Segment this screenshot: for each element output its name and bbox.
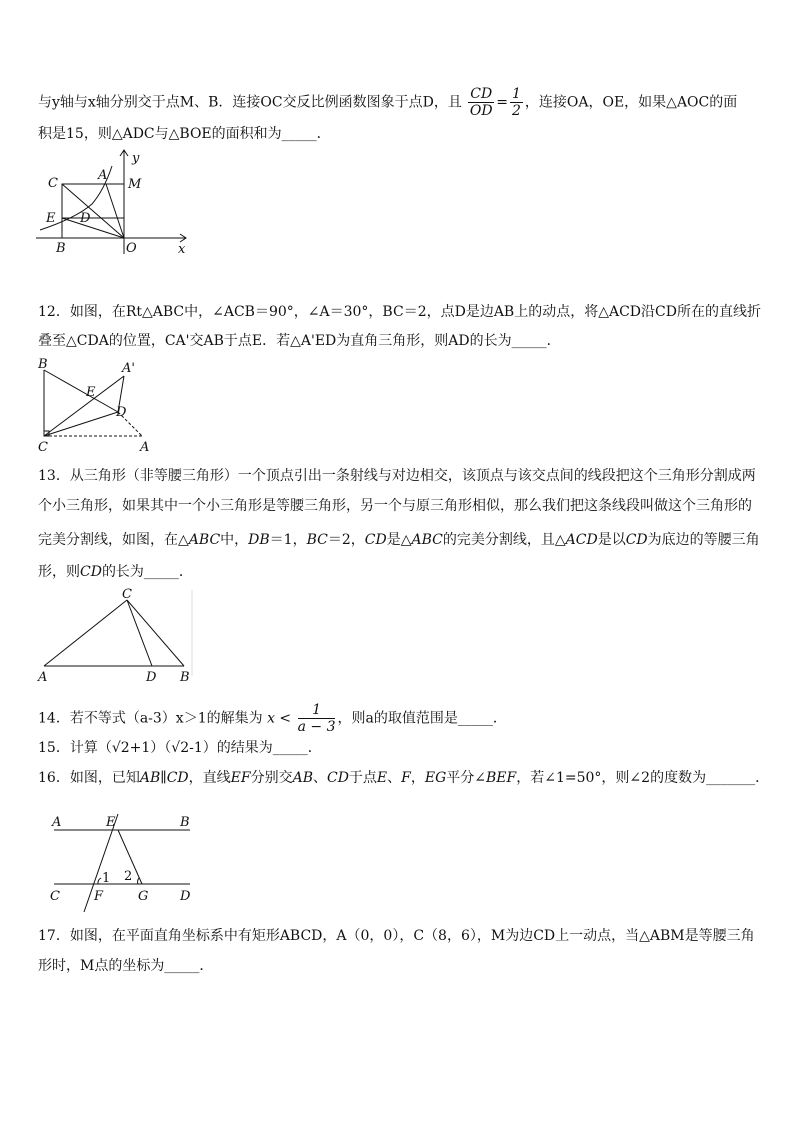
q12-label-aprime: A' [122, 361, 135, 376]
q16-c: 分别交 [250, 770, 293, 786]
q13-line4 [38, 562, 193, 582]
q12-line1: 12．如图，在Rt△ABC中，∠ACB＝90°，∠A＝30°，BC＝2，点D是边AB上的动点，将△ACD沿CD所在的直线折 [38, 304, 761, 320]
q13-t3g: 是以 [597, 532, 626, 548]
q16-label-g: G [138, 889, 149, 904]
q15-line: 15．计算（√2+1）（√2-1）的结果为_____． [38, 740, 322, 756]
q16-angle-1: 1 [102, 871, 111, 886]
q11-label-a: A [98, 168, 108, 183]
q13-label-b: B [180, 670, 190, 684]
q11-fraction-half [510, 86, 523, 119]
q13-t3-cd2: CD [625, 532, 648, 548]
q16-angle-2: 2 [124, 869, 133, 884]
q13-line1: 13．从三角形（非等腰三角形）一个顶点引出一条射线与对边相交，该顶点与该交点间的线段把这个三角形分割成两 [38, 468, 756, 484]
q13-t3d: ＝2， [327, 532, 365, 548]
q17-line2: 形时，M点的坐标为_____． [38, 958, 214, 974]
q13-t3h: 为底边的等腰三角 [647, 532, 760, 548]
q11-line1 [38, 86, 737, 119]
q13-t3b: 中， [220, 532, 249, 548]
q16-b: ，直线 [188, 770, 231, 786]
q16-cd: CD [326, 770, 349, 786]
q16-bef: BEF [486, 770, 517, 786]
q13-t3c: ＝1， [269, 532, 307, 548]
q11-text-b: ，连接OA，OE，如果△AOC的面 [524, 94, 738, 111]
q16-eg: EG [424, 770, 447, 786]
q16-ab-cd: AB∥CD [139, 770, 189, 786]
q13-label-d: D [146, 670, 157, 684]
q16-a: 16．如图，已知 [38, 770, 140, 786]
q16-label-c: C [50, 889, 60, 904]
q16-figure [40, 806, 200, 916]
q13-line3 [38, 530, 760, 550]
q13-t3-acd: ACD [565, 532, 598, 548]
q13-t3e: 是△ [386, 532, 412, 548]
q14-post: ，则a的取值范围是_____． [337, 710, 507, 727]
q13-t3-abc: ABC [188, 532, 221, 548]
q11-line2: 积是15，则△ADC与△BOE的面积和为_____． [38, 126, 331, 142]
q11-frac-num: CD [470, 86, 493, 102]
q16-pe: E [376, 770, 388, 786]
q16-i: ，若∠1=50°，则∠2的度数为_______． [516, 770, 770, 786]
q11-label-d: D [80, 211, 91, 226]
q13-t3-bc: BC [306, 532, 328, 548]
q12-label-a: A [140, 440, 150, 454]
q14-line [38, 702, 507, 735]
q16-ab: AB [292, 770, 313, 786]
q13-t4-cd: CD [80, 564, 102, 580]
q16-label-f: F [94, 889, 104, 904]
q11-figure [36, 146, 196, 258]
q13-figure [34, 586, 194, 684]
q14-pre: 14．若不等式（a-3）x＞1的解集为 [38, 710, 263, 727]
q14-frac-den: a − 3 [297, 719, 336, 735]
q13-t3-cd: CD [364, 532, 387, 548]
q16-label-a: A [52, 815, 62, 830]
q13-label-a: A [38, 670, 48, 684]
q11-label-x: x [178, 242, 186, 257]
q13-t3-db: DB [248, 532, 270, 548]
q16-g: ， [410, 770, 425, 786]
q16-h: 平分∠ [446, 770, 487, 786]
q13-t4a: 形，则 [38, 564, 80, 580]
q11-label-e: E [46, 211, 56, 226]
q14-x-lt: x < [267, 710, 292, 727]
q11-eq: = [496, 94, 508, 111]
q13-t4b: 的长为_____． [101, 564, 193, 580]
q13-line2: 个小三角形，如果其中一个小三角形是等腰三角形，另一个与原三角形相似，那么我们把这条线段叫做这个三角形的 [38, 498, 752, 514]
q12-label-b: B [38, 357, 48, 372]
q16-d: 、 [312, 770, 327, 786]
q11-half-num: 1 [511, 86, 521, 102]
q16-ef: EF [230, 770, 251, 786]
q11-label-c: C [48, 176, 58, 191]
q13-label-c: C [122, 587, 132, 602]
q12-label-d: D [116, 405, 127, 420]
q14-fraction [298, 702, 336, 735]
q13-t3-abc2: ABC [411, 532, 443, 548]
q12-label-c: C [38, 440, 48, 454]
q16-label-b: B [180, 815, 190, 830]
q13-t3a: 完美分割线，如图，在△ [38, 532, 189, 548]
q11-frac-den: OD [469, 103, 493, 119]
q11-label-m: M [128, 177, 142, 192]
q11-text-a: 与y轴与x轴分别交于点M、B．连接OC交反比例函数图象于点D，且 [38, 94, 462, 111]
q11-half-den: 2 [511, 103, 521, 119]
q16-label-d: D [180, 889, 191, 904]
q14-frac-num: 1 [298, 702, 336, 719]
q11-label-y: y [132, 151, 140, 166]
q12-label-e: E [86, 385, 96, 400]
q17-line1: 17．如图，在平面直角坐标系中有矩形ABCD，A（0，0），C（8，6），M为边CD上一动点，当△ABM是等腰三角 [38, 928, 755, 944]
q11-label-b: B [56, 241, 66, 256]
q16-label-e: E [106, 815, 116, 830]
q16-f: 、 [387, 770, 402, 786]
q16-line [38, 768, 769, 788]
q11-label-o: O [126, 241, 137, 256]
q12-line2: 叠至△CDA的位置，CA'交AB于点E．若△A'ED为直角三角形，则AD的长为_____． [38, 333, 561, 349]
q16-pf: F [401, 770, 411, 786]
q12-figure [34, 356, 164, 454]
q13-t3f: 的完美分割线，且△ [442, 532, 566, 548]
q11-fraction-cd-od [468, 86, 494, 119]
q16-e: 于点 [348, 770, 377, 786]
